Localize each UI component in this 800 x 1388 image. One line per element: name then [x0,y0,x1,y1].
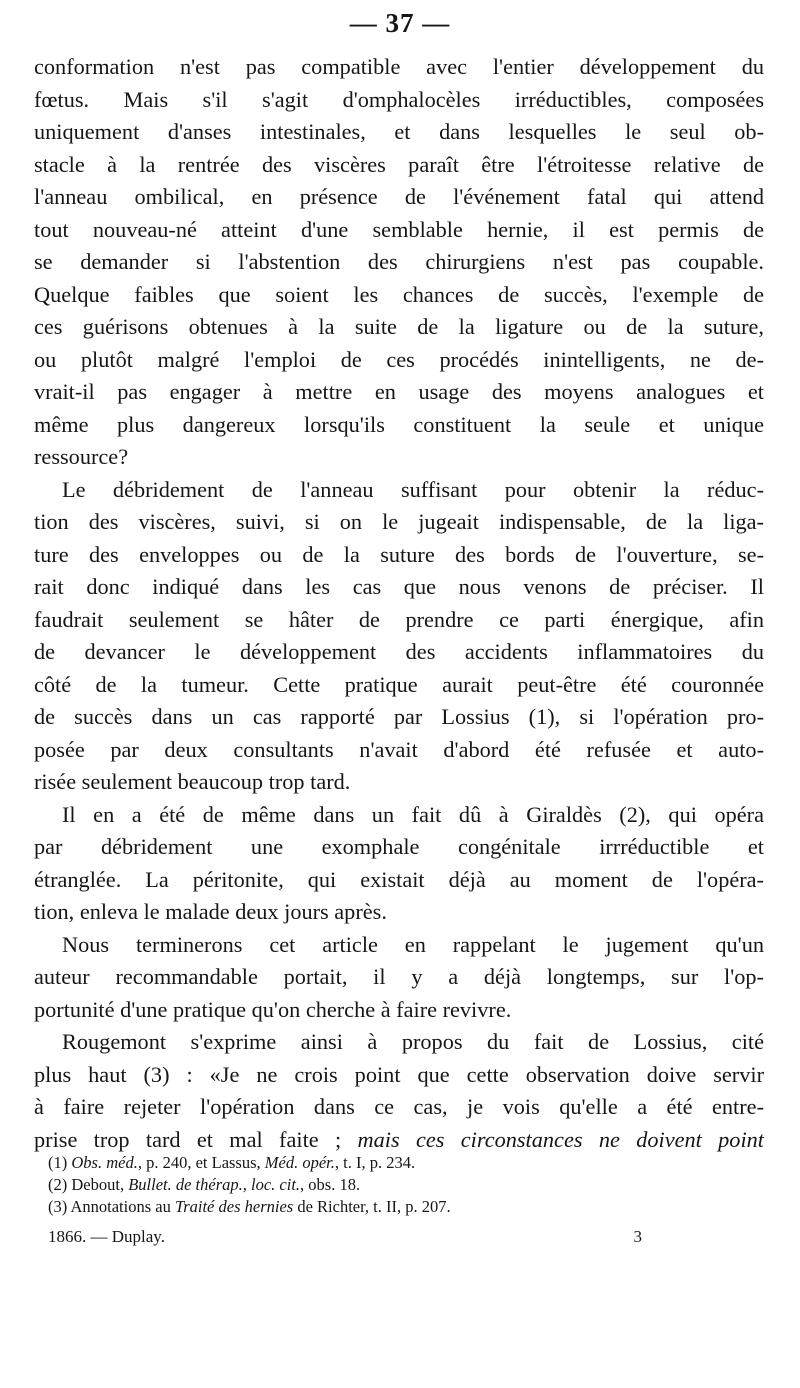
footnotes [48,1152,748,1218]
footnote-italic: Méd. opér. [264,1153,335,1172]
page-number: — 37 — [349,8,451,38]
footnote-text: , t. I, p. 234. [334,1153,416,1172]
text-line: Nous terminerons cet article en rappelant le jugement qu'un [62,931,764,957]
text-line: se demander si l'abstention des chirurgiens n'est pas coupable. [34,249,764,274]
footnote-italic: Obs. méd. [71,1153,138,1172]
text-line: ces guérisons obtenues à la suite de la ligature ou de la suture, [34,314,764,339]
footnote-1 [48,1152,748,1174]
text-line: plus haut (3) : «Je ne crois point que cette observation doive servir [34,1061,764,1087]
text-line: par débridement une exomphale congénitale irrréductible et [34,834,764,859]
text-line: ture des enveloppes ou de la suture des bords de l'ouverture, se- [34,541,764,567]
text-line-italic: mais ces circonstances ne doivent point [357,1126,764,1152]
text-line: ressource? [34,444,129,469]
footnote-text: , obs. 18. [300,1175,361,1194]
text-line: posée par deux consultants n'avait d'abord été refusée et auto- [34,736,764,762]
text-line: Quelque faibles que soient les chances de succès, l'exemple de [34,281,764,307]
footnote-2 [48,1174,748,1196]
text-line: uniquement d'anses intestinales, et dans lesquelles le seul ob- [34,119,764,144]
text-line: Rougemont s'exprime ainsi à propos du fait de Lossius, cité [62,1029,764,1054]
text-line: tion, enleva le malade deux jours après. [34,899,387,924]
footnote-text: (2) Debout, [48,1175,129,1194]
text-line: ou plutôt malgré l'emploi de ces procédés inintelligents, ne de- [34,346,764,372]
text-line: même plus dangereux lorsqu'ils constituent la seule et unique [34,411,764,437]
text-line: risée seulement beaucoup trop tard. [34,769,351,794]
footnote-italic: Traité des hernies [174,1197,294,1216]
text-line-roman: prise trop tard et mal faite ; [34,1126,358,1152]
text-line: de succès dans un cas rapporté par Lossius (1), si l'opération pro- [34,704,764,729]
printer-signature [48,1225,642,1249]
text-line: l'anneau ombilical, en présence de l'événement fatal qui attend [34,184,764,209]
text-line: tion des viscères, suivi, si on le jugeait indispensable, de la liga- [34,509,764,534]
text-line: auteur recommandable portait, il y a déjà longtemps, sur l'op- [34,964,764,989]
footnote-text: (1) [48,1153,72,1172]
text-line: tout nouveau-né atteint d'une semblable hernie, il est permis de [34,216,764,242]
text-line: rait donc indiqué dans les cas que nous venons de préciser. Il [34,574,764,599]
text-line: Il en a été de même dans un fait dû à Giraldès (2), qui opéra [62,801,764,827]
text-line: fœtus. Mais s'il s'agit d'omphalocèles irréductibles, composées [34,86,764,112]
text-line: de devancer le développement des accidents inflammatoires du [34,639,764,664]
text-line: conformation n'est pas compatible avec l'entier développement du [34,54,764,79]
body-text [34,51,764,1156]
footnote-3 [48,1196,748,1218]
footnote-italic: Bullet. de thérap., loc. cit. [128,1175,301,1194]
signature-number: 3 [633,1227,642,1246]
footnote-text: , p. 240, et Lassus, [137,1153,265,1172]
text-line: étranglée. La péritonite, qui existait déjà au moment de l'opéra- [34,866,764,892]
text-line: portunité d'une pratique qu'on cherche à faire revivre. [34,996,512,1022]
text-line: à faire rejeter l'opération dans ce cas, je vois qu'elle a été entre- [34,1094,764,1119]
signature-mark: 1866. — Duplay. [48,1227,165,1246]
text-line: stacle à la rentrée des viscères paraît être l'étroitesse relative de [34,151,764,177]
text-line: vrait-il pas engager à mettre en usage des moyens analogues et [34,379,764,404]
text-line: côté de la tumeur. Cette pratique aurait peut-être été couronnée [34,671,764,697]
text-line: faudrait seulement se hâter de prendre ce parti énergique, afin [34,606,764,632]
footnote-text: de Richter, t. II, p. 207. [293,1197,451,1216]
footnote-text: (3) Annotations au [48,1197,175,1216]
text-line: Le débridement de l'anneau suffisant pour obtenir la réduc- [62,476,764,502]
